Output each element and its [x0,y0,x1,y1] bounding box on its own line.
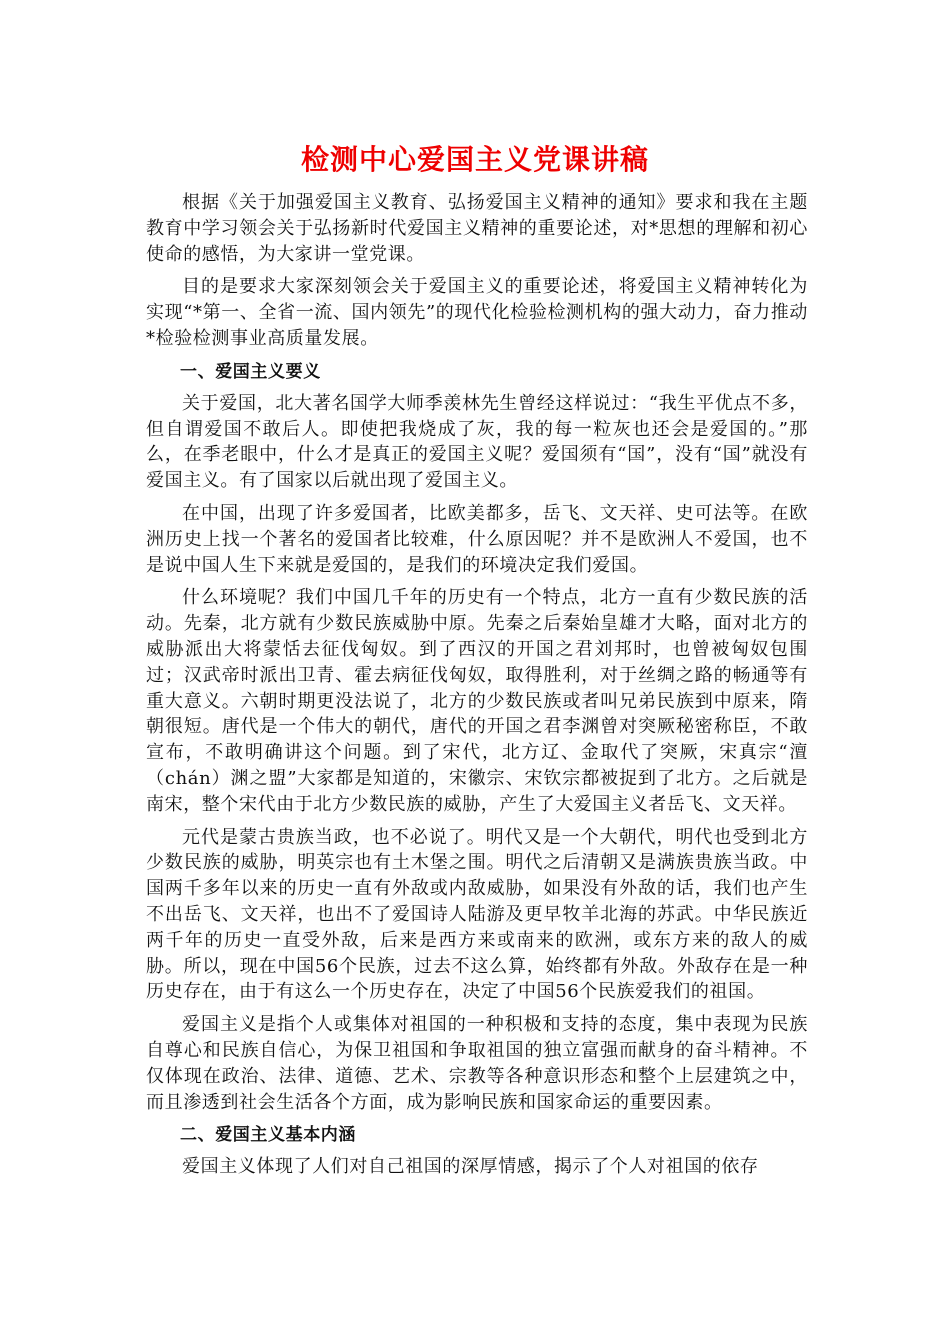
section-heading-2: 二、爱国主义基本内涵 [180,1125,356,1146]
paragraph-dynasties: 元代是蒙古贵族当政，也不必说了。明代又是一个大朝代，明代也受到北方少数民族的威胁，明英宗也有土木堡之围。明代之后清朝又是满族贵族当政。中国两千多年以来的历史一直有外敌或内敌威胁，如果没有外敌的话，我们也产生不出岳飞、文天祥，也出不了爱国诗人陆游及更早牧羊北海的苏武。中华民族近两千年的历史一直受外敌，后来是西方来或南来的欧洲，或东方来的敌人的威胁。所以，现在中国56个民族，过去不这么算，始终都有外敌。外敌存在是一种历史存在，由于有这么一个历史存在，决定了中国56个民族爱我们的祖国。 [146,826,808,1003]
paragraph-intro: 根据《关于加强爱国主义教育、弘扬爱国主义精神的通知》要求和我在主题教育中学习领会关于弘扬新时代爱国主义精神的重要论述，对*思想的理解和初心使命的感悟，为大家讲一堂党课。 [146,192,808,265]
document-title: 检测中心爱国主义党课讲稿 [300,143,649,176]
paragraph-ji-xianlin: 关于爱国，北大著名国学大师季羡林先生曾经这样说过：“我生平优点不多，但自谓爱国不敢后人。即使把我烧成了灰，我的每一粒灰也还会是爱国的。”那么，在季老眼中，什么才是真正的爱国主义呢？爱国须有“国”，没有“国”就没有爱国主义。有了国家以后就出现了爱国主义。 [146,392,808,492]
paragraph-environment: 什么环境呢？我们中国几千年的历史有一个特点，北方一直有少数民族的活动。先秦，北方就有少数民族威胁中原。先秦之后秦始皇雄才大略，面对北方的威胁派出大将蒙恬去征伐匈奴。到了西汉的开国之君刘邦时，也曾被匈奴包围过；汉武帝时派出卫青、霍去病征伐匈奴，取得胜利，对于丝绸之路的畅通等有重大意义。六朝时期更没法说了，北方的少数民族或者叫兄弟民族到中原来，隋朝很短。唐代是一个伟大的朝代，唐代的开国之君李渊曾对突厥秘密称臣，不敢宣布，不敢明确讲这个问题。到了宋代，北方辽、金取代了突厥，宋真宗“澶（chán）渊之盟”大家都是知道的，宋徽宗、宋钦宗都被捉到了北方。之后就是南宋，整个宋代由于北方少数民族的威胁，产生了大爱国主义者岳飞、文天祥。 [146,587,808,815]
paragraph-patriots: 在中国，出现了许多爱国者，比欧美都多，岳飞、文天祥、史可法等。在欧洲历史上找一个著名的爱国者比较难，什么原因呢？并不是欧洲人不爱国，也不是说中国人生下来就是爱国的，是我们的环境决定我们爱国。 [146,502,808,576]
paragraph-definition: 爱国主义是指个人或集体对祖国的一种积极和支持的态度，集中表现为民族自尊心和民族自信心，为保卫祖国和争取祖国的独立富强而献身的奋斗精神。不仅体现在政治、法律、道德、艺术、宗教等各种意识形态和整个上层建筑之中，而且渗透到社会生活各个方面，成为影响民族和国家命运的重要因素。 [146,1014,808,1113]
paragraph-connotation: 爱国主义体现了人们对自己祖国的深厚情感，揭示了个人对祖国的依存 [182,1156,759,1178]
paragraph-purpose: 目的是要求大家深刻领会关于爱国主义的重要论述，将爱国主义精神转化为实现“*第一、全省一流、国内领先”的现代化检验检测机构的强大动力，奋力推动*检验检测事业高质量发展。 [146,276,808,349]
document-body [146,190,808,1187]
section-heading-1: 一、爱国主义要义 [180,361,321,382]
